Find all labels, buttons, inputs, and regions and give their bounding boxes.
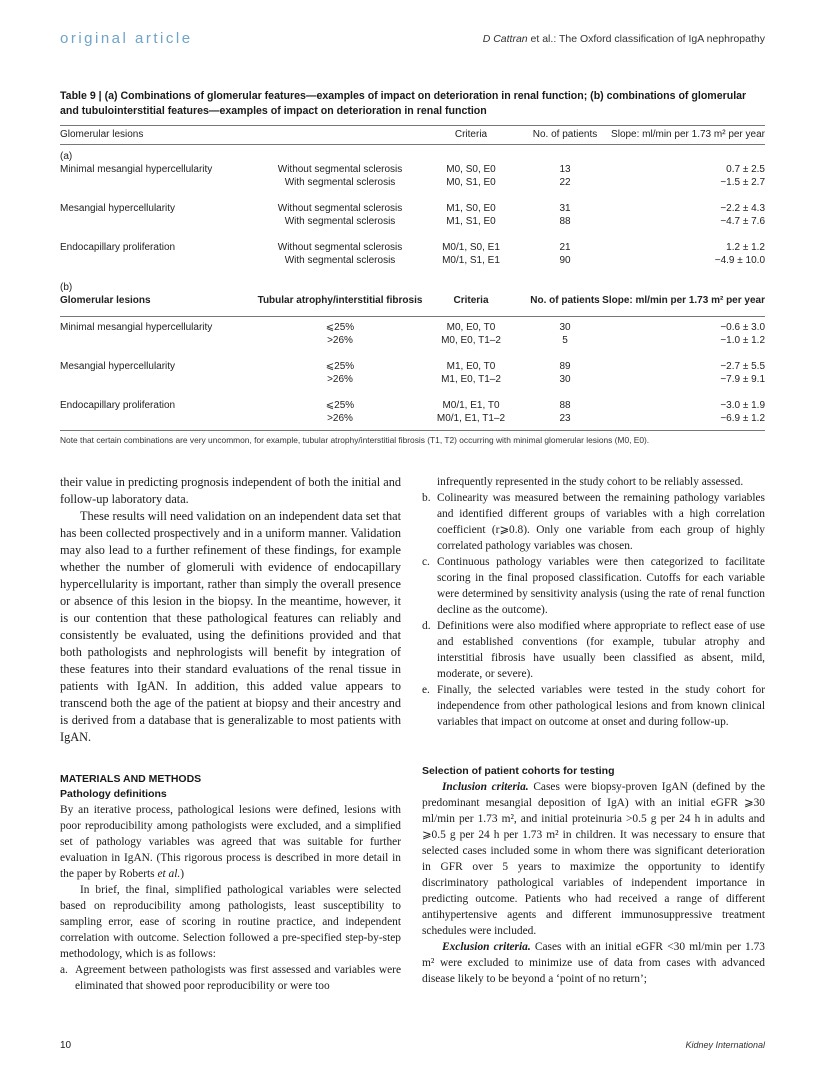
table-row bbox=[60, 412, 765, 425]
table-cell: Minimal mesangial hypercellularity bbox=[60, 164, 213, 175]
journal-name: Kidney International bbox=[685, 1040, 765, 1050]
table-cell: M1, S0, E0 bbox=[446, 203, 496, 214]
table-cell: >26% bbox=[327, 335, 353, 346]
table-cell: M1, S1, E0 bbox=[446, 216, 496, 227]
table-row bbox=[60, 254, 765, 267]
header-cell: No. of patients bbox=[530, 295, 600, 306]
table-row bbox=[60, 215, 765, 228]
table-cell: −1.5 ± 2.7 bbox=[720, 177, 765, 188]
paragraph: Exclusion criteria. Cases with an initial eGFR <30 ml/min per 1.73 m² were excluded to minimize use of data from cases with advanced disease likely to be beyond a ‘point of no return’; bbox=[422, 941, 765, 985]
part-a-label: (a) bbox=[60, 151, 73, 162]
running-header bbox=[60, 30, 765, 52]
table-cell: Without segmental sclerosis bbox=[277, 164, 403, 175]
table-cell: −1.0 ± 1.2 bbox=[720, 335, 765, 346]
table-a-header bbox=[60, 128, 765, 142]
table-cell: Endocapillary proliferation bbox=[60, 242, 176, 253]
citation-authors: D Cattran bbox=[482, 33, 528, 45]
table-cell: M1, E0, T1–2 bbox=[441, 374, 501, 385]
table-caption: Table 9 | (a) Combinations of glomerular features—examples of impact on deterioration in renal function; (b) combinations of glomerular and tubulointerstitial features—examples of impact on deterioration in renal function bbox=[60, 90, 747, 117]
table-cell: ⩽25% bbox=[325, 322, 355, 333]
left-column bbox=[60, 474, 401, 994]
table-cell: 5 bbox=[562, 335, 568, 346]
table-cell: M0/1, S1, E1 bbox=[442, 255, 500, 266]
citation-etal: et al. bbox=[527, 33, 554, 45]
header-cell: Criteria bbox=[454, 129, 488, 140]
table-cell: −4.9 ± 10.0 bbox=[714, 255, 765, 266]
table-9 bbox=[60, 89, 765, 445]
table-cell: M1, E0, T0 bbox=[446, 361, 496, 372]
table-cell: 89 bbox=[559, 361, 571, 372]
table-cell: M0/1, S0, E1 bbox=[442, 242, 500, 253]
header-cell: Glomerular lesions bbox=[60, 295, 151, 306]
table-cell: 30 bbox=[559, 374, 571, 385]
paragraph: These results will need validation on an independent data set that has been collected prospectively and in a uniform manner. Validation may also lead to a further refinement of these findings, for example whether the number of glomeruli with evidence of endocapillary hypercellularity is important, rather than simply the overall presence or absence of this lesion in the biopsy. In the meantime, however, it is our contention that these pathological features can reliably and consistently be evaluated, using the definitions provided and that both pathologists and nephrologists will benefit by integration of these features into their standard evaluations of the renal tissue in patients with IgAN. In addition, this added value appears to transcend both the age of the patient at biopsy and their ancestry and is derived from a database that is generalizable to most patients with IgAN. bbox=[60, 509, 401, 744]
table-b-header bbox=[60, 294, 765, 308]
table-cell: 22 bbox=[559, 177, 571, 188]
table-cell: Without segmental sclerosis bbox=[277, 242, 403, 253]
table-cell: 30 bbox=[559, 322, 571, 333]
table-cell: 88 bbox=[559, 216, 571, 227]
table-cell: Endocapillary proliferation bbox=[60, 400, 176, 411]
list-item: infrequently represented in the study cohort to be reliably assessed. bbox=[437, 476, 744, 488]
table-cell: −6.9 ± 1.2 bbox=[720, 413, 765, 424]
section-label: original article bbox=[60, 30, 193, 47]
table-row bbox=[60, 399, 765, 412]
list-item: a. Agreement between pathologists was first assessed and variables were eliminated that showed poor reproducibility or were too bbox=[60, 964, 401, 992]
subsection-heading: Pathology definitions bbox=[60, 788, 167, 800]
section-heading: MATERIALS AND METHODS bbox=[60, 773, 202, 785]
table-cell: 31 bbox=[559, 203, 571, 214]
table-cell: ⩽25% bbox=[325, 361, 355, 372]
table-cell: Mesangial hypercellularity bbox=[60, 203, 176, 214]
table-cell: 13 bbox=[559, 164, 571, 175]
part-b-body bbox=[60, 321, 765, 425]
table-cell: M0/1, E1, T1–2 bbox=[436, 413, 506, 424]
table-cell: −2.7 ± 5.5 bbox=[720, 361, 765, 372]
list-item: c. Continuous pathology variables were then categorized to facilitate scoring in the final proposed classification. Cutoffs for each variable were determined by sensitivity analysis (using the rate of renal function decline as the outcome). bbox=[422, 556, 765, 616]
table-cell: >26% bbox=[327, 413, 353, 424]
table-row bbox=[60, 334, 765, 347]
header-cell: Criteria bbox=[453, 295, 489, 306]
table-cell: With segmental sclerosis bbox=[284, 177, 396, 188]
part-a-body bbox=[60, 163, 765, 267]
header-cell: Tubular atrophy/interstitial fibrosis bbox=[257, 295, 423, 306]
list-item: b. Colinearity was measured between the remaining pathology variables and identified different groups of variables with a high correlation coefficient (r⩾0.8). Only one variable from each group of highly correlated pathology variables was chosen. bbox=[422, 492, 765, 552]
header-cell: Slope: ml/min per 1.73 m² per year bbox=[611, 129, 765, 140]
table-cell: 90 bbox=[559, 255, 571, 266]
table-row bbox=[60, 176, 765, 189]
table-cell: −4.7 ± 7.6 bbox=[720, 216, 765, 227]
list-item: d. Definitions were also modified where appropriate to reflect ease of use and established conventions (for example, tubular atrophy and interstitial fibrosis have usually been classified as absent, mild, moderate, or severe). bbox=[422, 620, 765, 680]
table-cell: 23 bbox=[559, 413, 571, 424]
header-cell: No. of patients bbox=[532, 129, 598, 140]
table-row bbox=[60, 321, 765, 334]
table-cell: With segmental sclerosis bbox=[284, 216, 396, 227]
table-cell: ⩽25% bbox=[325, 400, 355, 411]
table-cell: M0/1, E1, T0 bbox=[442, 400, 500, 411]
paragraph: By an iterative process, pathological lesions were defined, lesions with poor reproducibility among pathologists were excluded, and a simplified set of pathology variables was agreed that was suitable for further evaluation in IgAN. (This rigorous process is described in more detail in the paper by Roberts et al.) bbox=[60, 804, 401, 880]
table-cell: Mesangial hypercellularity bbox=[60, 361, 176, 372]
table-cell: M0, E0, T1–2 bbox=[441, 335, 501, 346]
table-cell: With segmental sclerosis bbox=[284, 255, 396, 266]
table-cell: −0.6 ± 3.0 bbox=[720, 322, 765, 333]
table-row bbox=[60, 202, 765, 215]
table-cell: Without segmental sclerosis bbox=[277, 203, 403, 214]
table-cell: −3.0 ± 1.9 bbox=[720, 400, 765, 411]
table-cell: M0, S0, E0 bbox=[446, 164, 496, 175]
header-cell: Slope: ml/min per 1.73 m² per year bbox=[602, 295, 765, 306]
table-cell: 0.7 ± 2.5 bbox=[726, 164, 765, 175]
table-row bbox=[60, 360, 765, 373]
table-cell: Minimal mesangial hypercellularity bbox=[60, 322, 213, 333]
table-cell: >26% bbox=[327, 374, 353, 385]
citation-title: : The Oxford classification of IgA nephropathy bbox=[553, 33, 765, 45]
table-row bbox=[60, 241, 765, 254]
table-row bbox=[60, 163, 765, 176]
paragraph: Inclusion criteria. Cases were biopsy-proven IgAN (defined by the predominant mesangial deposition of IgA) with an initial eGFR ⩾30 ml/min per 1.73 m², and initial proteinuria >0.5 g per 24 h in adults and ⩾0.5 g per 24 h per 1.73 m² in children. It was necessary to ensure that selected cases included some in whom there was significant deterioration in GFR over 5 years to maximize the opportunity to identify discriminatory pathological variables of independent importance in predicting outcome. Patients who had received a range of different antihypertensive agents and different immunosuppressive treatment schedules were included. bbox=[422, 781, 765, 937]
table-cell: 21 bbox=[559, 242, 571, 253]
table-note: Note that certain combinations are very uncommon, for example, tubular atrophy/interstitial fibrosis (T1, T2) occurring with minimal glomerular lesions (M0, E0). bbox=[60, 435, 650, 445]
citation bbox=[483, 33, 765, 45]
table-cell: M0, S1, E0 bbox=[446, 177, 496, 188]
header-cell: Glomerular lesions bbox=[60, 129, 144, 140]
table-cell: M0, E0, T0 bbox=[446, 322, 496, 333]
paragraph: In brief, the final, simplified pathological variables were selected based on reproducibility among pathologists, least susceptibility to sampling error, ease of scoring in routine practice, and independent correlation with outcome. Selection followed a pre-specified step-by-step methodology, which is as follows: bbox=[60, 884, 401, 960]
list-item: e. Finally, the selected variables were tested in the study cohort for independence from other pathological lesions and from known clinical variables that impact on outcome at onset and during follow-up. bbox=[422, 684, 765, 728]
table-cell: −2.2 ± 4.3 bbox=[720, 203, 765, 214]
part-b-label: (b) bbox=[60, 282, 73, 293]
paragraph: their value in predicting prognosis independent of both the initial and follow-up laboratory data. bbox=[60, 475, 401, 506]
table-cell: −7.9 ± 9.1 bbox=[720, 374, 765, 385]
table-cell: 88 bbox=[559, 400, 571, 411]
table-cell: 1.2 ± 1.2 bbox=[726, 242, 765, 253]
right-column bbox=[422, 474, 765, 987]
table-row bbox=[60, 373, 765, 386]
section-heading: Selection of patient cohorts for testing bbox=[422, 765, 615, 777]
page-number: 10 bbox=[60, 1040, 72, 1051]
